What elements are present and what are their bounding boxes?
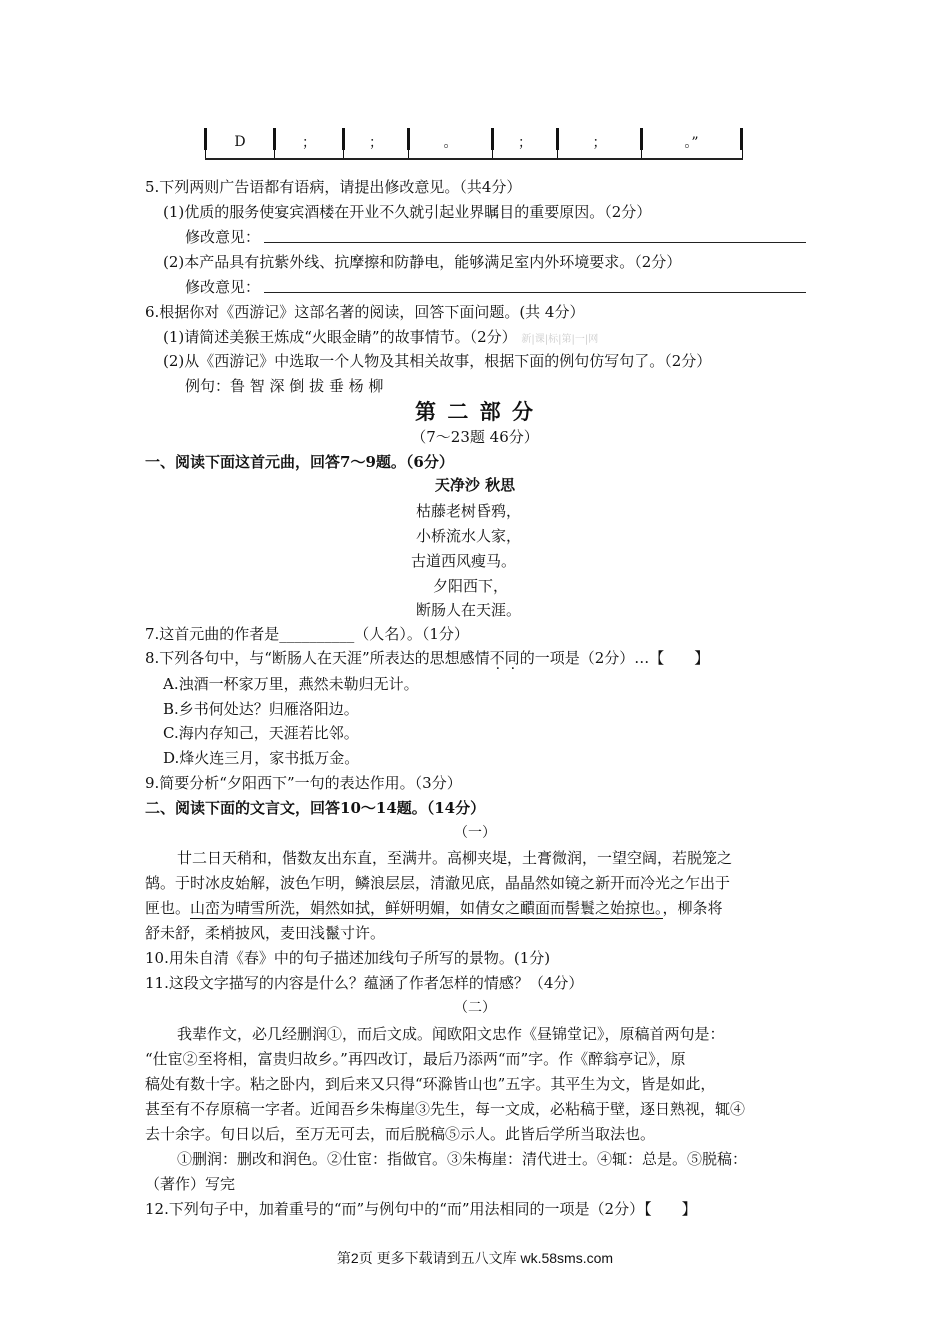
poem-line: 夕阳西下，: [433, 577, 509, 595]
part2-title: 第 二 部 分: [415, 399, 535, 424]
q8-option-a: A.浊酒一杯家万里，燕然未勒归无计。: [163, 675, 419, 693]
box-tick: [205, 150, 206, 158]
q5-sentence-2: (2)本产品具有抗紫外线、抗摩擦和防静电，能够满足室内外环境要求。（2分）: [163, 253, 682, 271]
q5-fix-label-2: 修改意见：: [185, 278, 261, 296]
page-footer: 第2页 更多下载请到五八文库 wk.58sms.com: [336, 1250, 614, 1266]
passage1-line: [145, 898, 723, 918]
passage2-line: 我辈作文，必几经删润①，而后文成。闻欧阳文忠作《昼锦堂记》，原稿首两句是：: [177, 1025, 725, 1043]
q6-sentence-1: [163, 327, 598, 350]
q5-answer-line-2[interactable]: [264, 292, 806, 293]
q6-sentence-2: (2)从《西游记》中选取一个人物及其相关故事，根据下面的例句仿写句了。（2分）: [163, 352, 712, 370]
box-tick: [557, 150, 558, 158]
q8-option-d: D.烽火连三月，家书抵万金。: [163, 749, 360, 767]
q5-stem: 5.下列两则广告语都有语病，请提出修改意见。（共4分）: [145, 178, 522, 196]
q6-stem: 6.根据你对《西游记》这部名著的阅读，回答下面问题。(共 4分）: [145, 303, 585, 321]
passage1-line: 舒未舒，柔梢披风，麦田浅鬣寸许。: [145, 924, 386, 942]
q10: 10.用朱自清《春》中的句子描述加线句子所写的景物。(1分): [145, 949, 551, 967]
footnote-line: （著作）写完: [145, 1175, 236, 1193]
q6-example: 例句：鲁 智 深 倒 拔 垂 杨 柳: [185, 377, 384, 395]
passage1-text: ，柳条将: [662, 899, 723, 917]
box-tick: [742, 150, 743, 158]
watermark-text: 新|课|标|第|一|网: [521, 334, 599, 345]
q8-option-b: B.乡书何处达？归雁洛阳边。: [163, 700, 359, 718]
passage1-line: 廿二日天稍和，偕数友出东直，至满井。高柳夹堤，土膏微润，一望空阔，若脱笼之: [177, 849, 733, 867]
q8-stem-a: 8.下列各句中，与“断肠人在天涯”所表达的思想感情: [145, 649, 490, 667]
box-tick: [343, 150, 344, 158]
q11: 11.这段文字描写的内容是什么？蕴涵了作者怎样的情感？（4分）: [145, 974, 584, 992]
emphasis-char: 不: [489, 649, 505, 667]
q5-fix-label-1: 修改意见：: [185, 228, 261, 246]
q7: 7.这首元曲的作者是__________（人名）。（1分）: [145, 625, 469, 643]
box-tick: [492, 150, 493, 158]
q8-stem: [145, 648, 709, 668]
q8-stem-b: 的一项是（2分）…【 】: [519, 649, 710, 667]
box-tick: [274, 150, 275, 158]
box-cell: 。: [443, 135, 458, 151]
passage2-line: 去十余字。旬日以后，至万无可去，而后脱稿⑤示人。此皆后学所当取法也。: [145, 1125, 656, 1143]
box-divider: [740, 128, 743, 150]
passage1-text: 匣也。: [145, 899, 191, 917]
poem-line: 古道西风瘦马。: [411, 552, 517, 570]
underlined-sentence: 山峦为晴雪所洗，娟然如拭，鲜妍明媚，如倩女之靧面而髻鬟之始掠也。: [190, 899, 663, 917]
box-cell: ；: [369, 135, 383, 151]
q12: 12.下列句子中，加着重号的“而”与例句中的“而”用法相同的一项是（2分）【 】: [145, 1200, 697, 1218]
box-cell: D: [234, 134, 246, 150]
emphasis-char: 同: [504, 649, 520, 667]
q6-s1-text: (1)请简述美猴王炼成“火眼金睛”的故事情节。（2分）: [163, 328, 517, 346]
q5-answer-line-1[interactable]: [264, 242, 806, 243]
section2-heading: 二、阅读下面的文言文，回答10～14题。（14分）: [145, 799, 486, 817]
passage1-label: （一）: [454, 825, 496, 841]
q5-sentence-1: (1)优质的服务使宴宾酒楼在开业不久就引起业界瞩目的重要原因。（2分）: [163, 203, 652, 221]
q8-option-c: C.海内存知己，天涯若比邻。: [163, 724, 359, 742]
box-cell: ；: [518, 135, 532, 151]
passage1-line: 鹄。于时冰皮始解，波色乍明，鳞浪层层，清澈见底，晶晶然如镜之新开而冷光之乍出于: [145, 874, 731, 892]
passage2-line: 甚至有不存原稿一字者。近闻吾乡朱梅崖③先生，每一文成，必粘稿于壁，逐日熟视，辄④: [145, 1100, 746, 1118]
poem-line: 小桥流水人家，: [416, 527, 522, 545]
passage2-label: （二）: [454, 1000, 496, 1016]
passage2-line: “仕宦②至将相，富贵归故乡。”再四改订，最后乃添两“而”字。作《醉翁亭记》，原: [145, 1050, 686, 1068]
q9: 9.简要分析“夕阳西下”一句的表达作用。（3分）: [145, 774, 462, 792]
box-tick: [408, 150, 409, 158]
answer-box: [205, 128, 743, 160]
footnote-line: ①删润：删改和润色。②仕宦：指做官。③朱梅崖：清代进士。④辄：总是。⑤脱稿：: [177, 1150, 748, 1168]
box-tick: [641, 150, 642, 158]
box-cell: ；: [302, 135, 316, 151]
part2-subtitle: （7～23题 46分）: [411, 428, 539, 446]
passage2-line: 稿处有数十字。粘之卧内，到后来又只得“环滁皆山也”五字。其平生为文，皆是如此，: [145, 1075, 716, 1093]
poem-title: 天净沙 秋思: [434, 476, 516, 494]
section1-heading: 一、阅读下面这首元曲，回答7～9题。（6分）: [145, 453, 454, 471]
poem-line: 断肠人在天涯。: [416, 601, 522, 619]
poem-line: 枯藤老树昏鸦，: [416, 502, 522, 520]
box-cell: ；: [592, 135, 607, 151]
box-cell: 。”: [684, 135, 699, 151]
